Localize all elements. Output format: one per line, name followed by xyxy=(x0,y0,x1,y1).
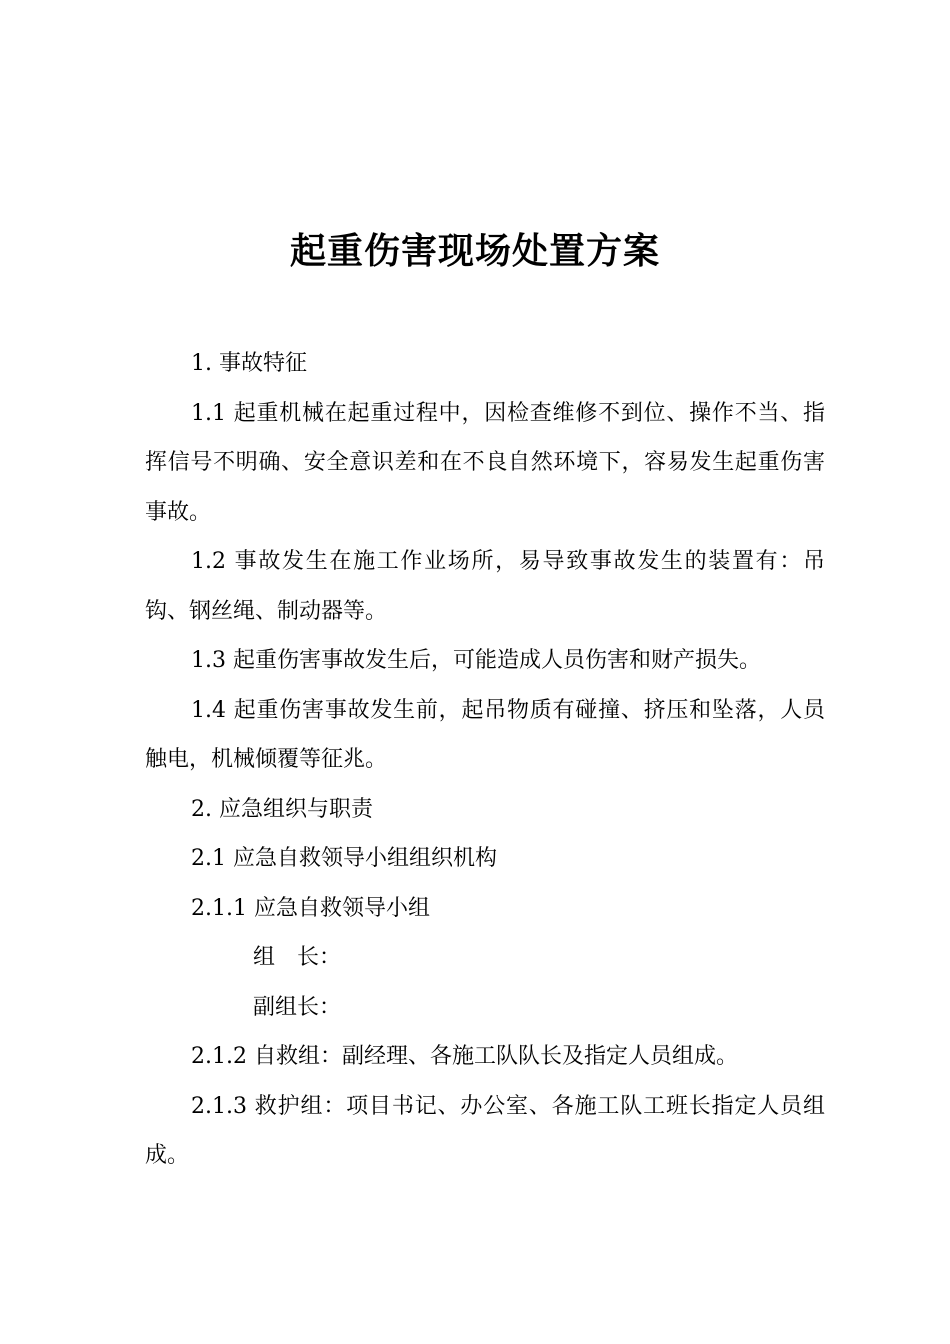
team-leader-line: 组 长： xyxy=(253,945,342,970)
document-body xyxy=(145,339,825,1181)
paragraph-1-2: 1.2 事故发生在施工作业场所，易导致事故发生的装置有：吊钩、钢丝绳、制动器等。 xyxy=(145,549,825,624)
paragraph-2-1-1: 2.1.1 应急自救领导小组 xyxy=(191,895,430,921)
paragraph-2-1-2: 2.1.2 自救组：副经理、各施工队队长及指定人员组成。 xyxy=(191,1044,738,1069)
paragraph-2-1: 2.1 应急自救领导小组组织机构 xyxy=(191,846,497,871)
paragraph-2-1-3: 2.1.3 救护组：项目书记、办公室、各施工队工班长指定人员组成。 xyxy=(145,1093,825,1168)
heading-accident-features: 1. 事故特征 xyxy=(191,351,307,376)
paragraph-1-1: 1.1 起重机械在起重过程中，因检查维修不到位、操作不当、指挥信号不明确、安全意识差和在不良自然环境下，容易发生起重伤害事故。 xyxy=(145,400,825,525)
deputy-leader-line: 副组长： xyxy=(253,994,342,1020)
paragraph-1-3: 1.3 起重伤害事故发生后，可能造成人员伤害和财产损失。 xyxy=(191,648,761,673)
paragraph-1-4: 1.4 起重伤害事故发生前，起吊物质有碰撞、挤压和坠落，人员触电，机械倾覆等征兆。 xyxy=(145,697,825,772)
document-title: 起重伤害现场处置方案 xyxy=(289,231,660,272)
heading-emergency-organization: 2. 应急组织与职责 xyxy=(191,796,373,822)
